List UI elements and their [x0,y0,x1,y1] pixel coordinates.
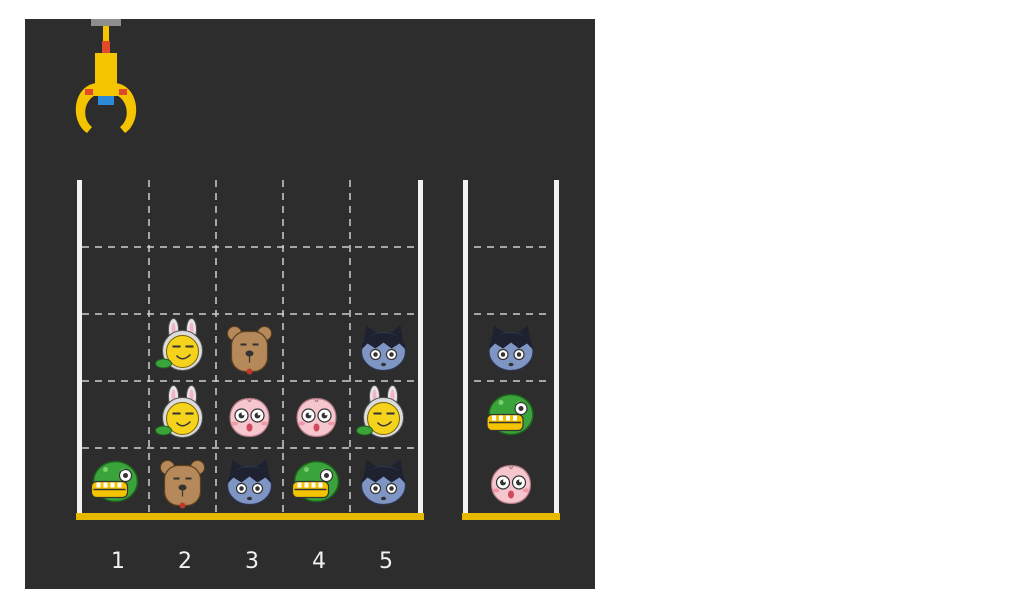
doll-crocodile [487,395,533,435]
doll-bear [161,461,205,509]
claw-body [95,53,117,87]
doll-cat [362,326,406,371]
basket-dolls [487,326,533,504]
doll-rabbit-chick [156,386,203,438]
doll-rabbit-chick [357,386,404,438]
doll-peach [230,399,269,437]
doll-bear [228,327,272,375]
board-left-wall [77,180,82,518]
doll-peach [297,399,336,437]
doll-cat [362,460,406,505]
basket-floor [462,513,560,520]
claw-crane[interactable] [76,19,136,133]
basket-left-wall [463,180,468,518]
doll-cat [228,460,272,505]
claw-rail-mount [91,19,121,26]
board-dolls [92,319,406,509]
claw-core [98,95,114,105]
claw-joint [102,41,110,53]
board-right-wall [418,180,423,518]
column-label-5[interactable]: 5 [379,549,393,574]
game-scene [25,19,595,589]
doll-crocodile [92,462,138,502]
column-label-4[interactable]: 4 [312,549,326,574]
doll-peach [492,466,531,504]
column-label-3[interactable]: 3 [245,549,259,574]
doll-cat [489,326,533,371]
board-floor [76,513,424,520]
column-label-1[interactable]: 1 [111,549,125,574]
game-board [25,19,595,589]
doll-crocodile [293,462,339,502]
basket-right-wall [554,180,559,518]
column-label-2[interactable]: 2 [178,549,192,574]
doll-rabbit-chick [156,319,203,371]
